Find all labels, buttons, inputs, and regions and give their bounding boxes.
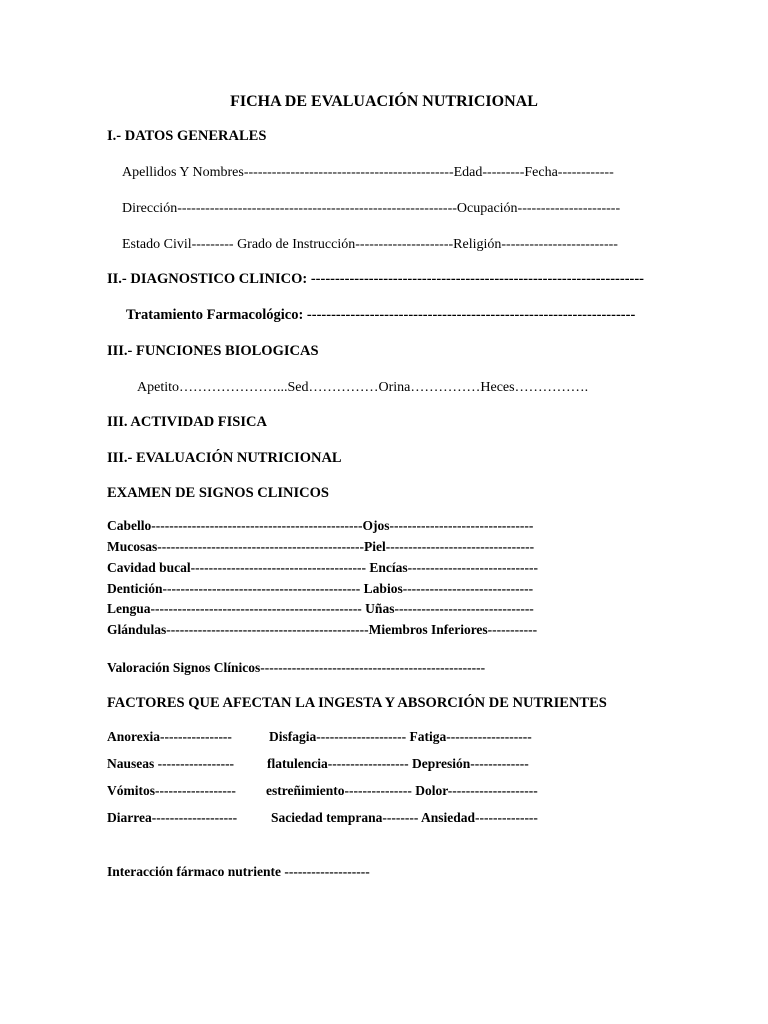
- funciones-heading: III.- FUNCIONES BIOLOGICAS: [107, 343, 319, 359]
- document-title: FICHA DE EVALUACIÓN NUTRICIONAL: [230, 93, 538, 110]
- evaluacion-heading: III.- EVALUACIÓN NUTRICIONAL: [107, 450, 342, 466]
- tratamiento-line: Tratamiento Farmacológico: --------------------------------------------------------------------: [126, 307, 636, 323]
- examen-row: Lengua----------------------------------------------- Uñas-------------------------------: [107, 601, 534, 616]
- factores-heading: FACTORES QUE AFECTAN LA INGESTA Y ABSORCIÓN DE NUTRIENTES: [107, 695, 607, 711]
- examen-row: Dentición-------------------------------------------- Labios-----------------------------: [107, 581, 534, 596]
- apellidos-line: Apellidos Y Nombres---------------------------------------------Edad---------Fecha------------: [122, 165, 614, 180]
- examen-row: Cabello-----------------------------------------------Ojos--------------------------------: [107, 518, 534, 533]
- valoracion-line: Valoración Signos Clínicos--------------------------------------------------: [107, 660, 486, 675]
- datos-generales-heading: I.- DATOS GENERALES: [107, 128, 267, 144]
- factor-cell: Anorexia----------------: [107, 729, 232, 744]
- factor-cell: estreñimiento--------------- Dolor--------------------: [266, 783, 538, 798]
- examen-heading: EXAMEN DE SIGNOS CLINICOS: [107, 485, 329, 501]
- direccion-line: Dirección------------------------------------------------------------Ocupación----------------------: [122, 201, 621, 216]
- factor-cell: Saciedad temprana-------- Ansiedad--------------: [271, 810, 538, 825]
- interaccion-line: Interacción fármaco nutriente -------------------: [107, 864, 370, 879]
- estado-civil-line: Estado Civil--------- Grado de Instrucción---------------------Religión-------------------------: [122, 237, 618, 252]
- actividad-heading: III. ACTIVIDAD FISICA: [107, 414, 267, 430]
- factor-cell: Diarrea-------------------: [107, 810, 238, 825]
- factor-cell: Vómitos------------------: [107, 783, 236, 798]
- factor-cell: flatulencia------------------ Depresión-------------: [267, 756, 529, 771]
- examen-row: Cavidad bucal--------------------------------------- Encías-----------------------------: [107, 560, 538, 575]
- examen-row: Glándulas---------------------------------------------Miembros Inferiores-----------: [107, 622, 538, 637]
- diagnostico-heading: II.- DIAGNOSTICO CLINICO: ---------------------------------------------------------------------: [107, 271, 645, 287]
- factor-cell: Nauseas -----------------: [107, 756, 235, 771]
- examen-row: Mucosas----------------------------------------------Piel---------------------------------: [107, 539, 535, 554]
- factor-cell: Disfagia-------------------- Fatiga-------------------: [269, 729, 532, 744]
- funciones-line: Apetito…………………...Sed……………Orina……………Heces…………….: [137, 380, 589, 395]
